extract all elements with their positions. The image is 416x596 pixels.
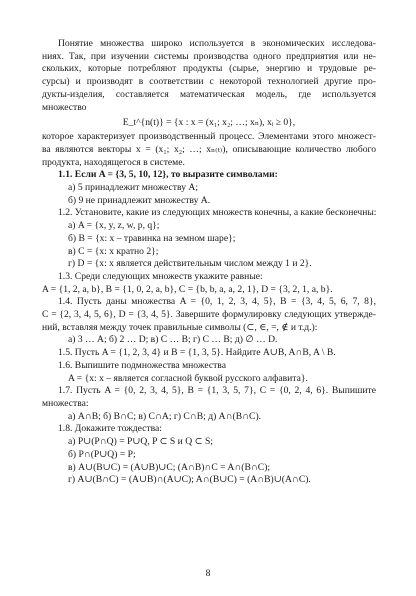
exercise-text: 1.1. Если A = {3, 5, 10, 12}, то выразите символами: [58,169,278,181]
exercise-1-8: 1.8. Докажите тождества: [58,423,162,435]
paragraph-line: которое характеризует производственный процесс. Элементами этого множест- [42,131,376,143]
paragraph-line: ниях. Так, при изучении системы производства одного предприятия или не- [42,50,376,62]
exercise-item: а) 5 принадлежит множеству A; [68,182,198,194]
exercise-1-6: 1.6. Выпишите подмножества множества [58,359,226,371]
paragraph-line: Понятие множества широко используется в экономических исследова- [58,38,376,49]
exercise-item: г) D = {x: x является действительным числом между 1 и 2}. [68,258,312,270]
page-number: 8 [205,568,211,579]
exercise-line: C = {2, 3, 4, 5, 6}, D = {3, 4, 5}. Завершите формулировку следующих утвержде- [42,309,376,321]
exercise-line: множества: [42,397,89,409]
exercise-1-5: 1.5. Пусть A = {1, 2, 3, 4} и B = {1, 3, 5}. Найдите A∪B, A∩B, A \ B. [58,347,336,359]
paragraph-line: множество [42,101,87,113]
paragraph-line: сурсы) и производят в соответствии с некоторой технологией другие про- [42,76,376,88]
exercise-item: а) A∩B; б) B∩C; в) C∩A; г) C∩B; д) A∩(B∩C). [68,410,262,422]
exercise-item: б) B = {x: x – травинка на земном шаре}; [68,232,236,244]
exercise-1-2: 1.2. Установите, какие из следующих множеств конечны, а какие бесконечны: [58,207,376,219]
exercise-item: г) A∪(B∩C) = (A∪B)∩(A∪C); A∩(B∪C) = (A∩B)∪(A∩C). [68,474,311,486]
exercise-item: б) P∩(P∪Q) = P; [68,448,136,460]
exercise-item: б) 9 не принадлежит множеству A. [68,194,211,206]
exercise-1-1 [42,169,376,182]
exercise-line: ний, вставляя между точек правильные символы (⊂, ∈, =, ∉ и т.д.): [42,321,318,333]
paragraph-line: дукты-изделия, составляется математическая модель, где используется [42,88,376,100]
paragraph-line: скольких, которые потребляют продукты (сырье, энергию и трудовые ре- [42,63,376,75]
exercise-1-3: 1.3. Среди следующих множеств укажите равные: [58,270,263,282]
paragraph-line: продукта, находящегося в системе. [42,156,185,168]
exercise-1-7: 1.7. Пусть A = {0, 2, 3, 4, 5}, B = {1, 3, 5, 7}, C = {0, 2, 4, 6}. Выпишите [58,385,376,397]
exercise-item: A = {x: x – является согласной буквой русского алфавита}. [68,372,308,384]
exercise-item: а) 3 … A; б) 2 … D; в) C … B; г) C … B; д) ∅ … D. [68,334,278,346]
exercise-item: в) C = {x: x кратно 2}; [68,245,159,257]
exercise-line: A = {1, 2, a, b}, B = {1, 0, 2, a, b}, C = {b, b, a, a, 2, 1}, D = {3, 2, 1, a, b}. [42,283,333,295]
paragraph-line: ва являются векторы x = (x₁; x₂; …; xₙ₍ₜ₎), описывающие количество любого [42,143,376,155]
exercise-item: а) P∪(P∩Q) = P∪Q, P ⊂ S и Q ⊂ S; [68,436,213,448]
formula-set-definition: E_t^{n(t)} = {x : x = (x₁; x₂; …; xₙ), xᵢ ≥ 0}, [122,117,296,129]
exercise-1-4: 1.4. Пусть даны множества A = {0, 1, 2, 3, 4, 5}, B = {3, 4, 5, 6, 7, 8}, [58,296,376,308]
exercise-item: в) A∪(B∪C) = (A∪B)∪C; (A∩B)∩C = A∩(B∩C); [68,461,271,473]
exercise-item: а) A = {x, y, z, w, p, q}; [68,220,160,232]
